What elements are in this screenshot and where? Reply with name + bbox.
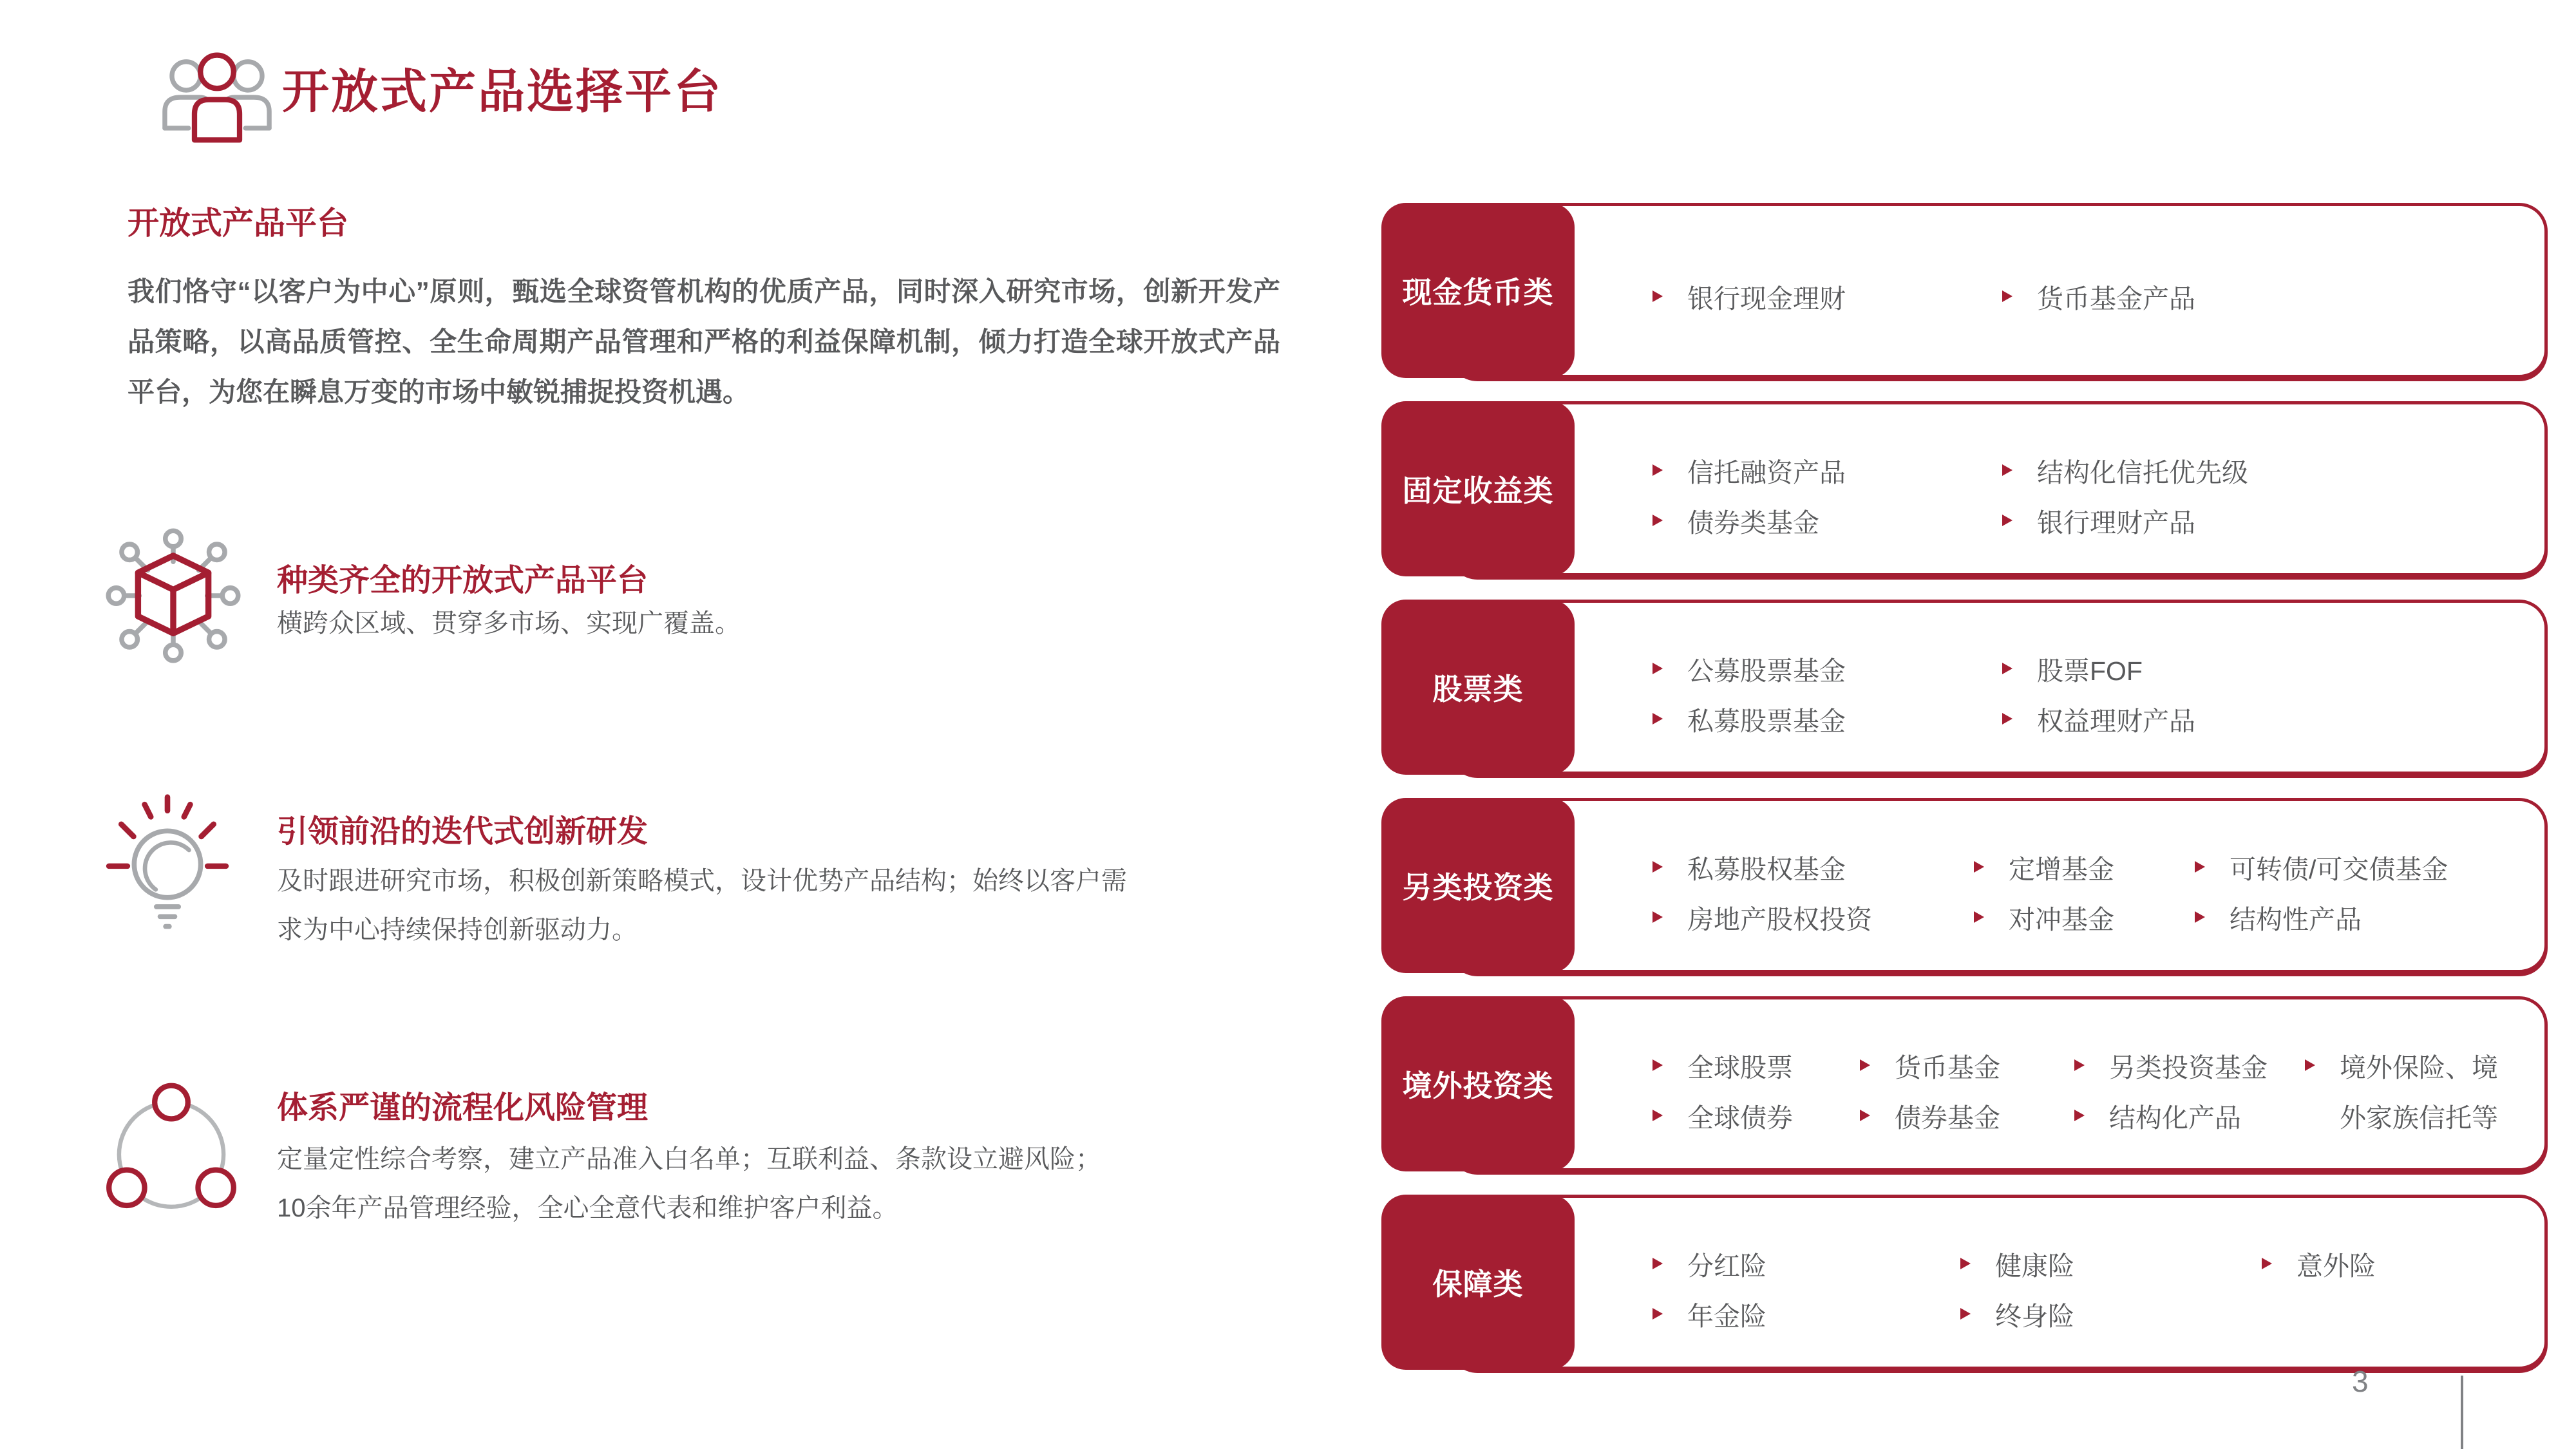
product-item [1974,902,2114,933]
category-label: 另类投资类 [1381,798,1575,973]
feature-title-product-range: 种类齐全的开放式产品平台 [277,564,649,598]
feature-title-innovation: 引领前沿的迭代式创新研发 [277,815,649,849]
item-column [1974,851,2114,933]
category-label: 境外投资类 [1381,996,1575,1171]
product-item-label: 股票FOF [2037,656,2143,686]
product-item [2002,455,2248,486]
product-item-label: 私募股权基金 [1687,854,1846,884]
category-label: 现金货币类 [1381,203,1575,378]
triangle-bullet-icon [2074,1110,2085,1121]
product-item [1653,1100,1793,1131]
product-item [1960,1248,2074,1279]
product-item [2002,653,2195,684]
triangle-bullet-icon [1653,1258,1663,1269]
product-item [1653,1248,1766,1279]
item-column [1653,281,1846,312]
item-column [2305,1050,2498,1131]
product-item [2002,505,2248,536]
product-item [2074,1100,2268,1131]
category-card [1402,798,2548,973]
triangle-bullet-icon [1653,911,1663,923]
triangle-bullet-icon [2074,1059,2085,1071]
product-item-label: 全球股票 [1687,1052,1793,1083]
triangle-bullet-icon [1653,861,1663,873]
feature-title-risk-management: 体系严谨的流程化风险管理 [277,1091,649,1125]
product-item [2262,1248,2376,1279]
item-column [1960,1248,2074,1329]
triangle-bullet-icon [2002,713,2012,724]
product-item-label: 分红险 [1687,1251,1766,1281]
item-column [1653,455,1846,536]
product-item-label: 全球债券 [1687,1103,1793,1133]
item-column [2074,1050,2268,1131]
intro-heading: 开放式产品平台 [128,206,349,241]
category-items [1452,603,2544,772]
category-card [1402,996,2548,1171]
triangle-bullet-icon [1653,1110,1663,1121]
product-item [2074,1050,2268,1081]
triangle-bullet-icon [2305,1059,2315,1071]
triangle-bullet-icon [1653,290,1663,302]
product-item-label: 结构化信托优先级 [2037,457,2248,488]
category-items [1452,1198,2544,1367]
category-items [1452,801,2544,970]
triangle-bullet-icon [1653,713,1663,724]
category-items [1452,404,2544,573]
product-item [1653,1050,1793,1081]
product-item [1860,1100,2000,1131]
product-item [1653,902,1872,933]
item-column [2195,851,2448,933]
item-column [2002,281,2195,312]
triangle-bullet-icon [2195,911,2205,923]
product-item-label: 健康险 [1995,1251,2074,1281]
product-item [2002,703,2195,734]
product-item-label: 房地产股权投资 [1687,904,1872,934]
category-card [1432,1195,2548,1370]
product-item-label: 债券类基金 [1687,507,1819,538]
triangle-bullet-icon [2002,464,2012,476]
triangle-bullet-icon [1960,1258,1971,1269]
item-column [1653,1248,1766,1329]
item-column [2262,1248,2376,1279]
product-item [1974,851,2114,882]
page-title: 开放式产品选择平台 [282,66,723,118]
product-item-label: 信托融资产品 [1687,457,1846,488]
product-item [2305,1100,2498,1131]
category-label: 股票类 [1381,600,1575,775]
feature-body-product-range: 横跨众区域、贯穿多市场、实现广覆盖。 [277,609,741,638]
triangle-bullet-icon [2002,290,2012,302]
product-item-label: 结构性产品 [2230,904,2362,934]
product-item [2305,1050,2498,1081]
triangle-bullet-icon [1974,861,1984,873]
product-item [1653,505,1846,536]
item-column [1860,1050,2000,1131]
product-item-label: 货币基金 [1895,1052,2000,1083]
feature-body-innovation: 及时跟进研究市场，积极创新策略模式，设计优势产品结构；始终以客户需求为中心持续保持创新驱动力。 [277,867,1127,944]
product-item-label: 结构化产品 [2109,1103,2241,1133]
product-item [2195,902,2448,933]
triangle-bullet-icon [1860,1110,1870,1121]
product-item-label: 银行理财产品 [2037,507,2195,538]
triangle-bullet-icon [1653,1308,1663,1320]
product-item-label: 公募股票基金 [1687,656,1846,686]
footer-divider-line [2461,1376,2463,1449]
category-card [1432,600,2548,775]
product-item-label: 另类投资基金 [2109,1052,2268,1083]
item-column [1653,1050,1793,1131]
product-item [1653,851,1872,882]
product-item-label: 银行现金理财 [1687,283,1846,314]
product-item-label: 债券基金 [1895,1103,2000,1133]
category-items [1452,999,2544,1168]
triangle-bullet-icon [2002,663,2012,674]
product-item-label: 意外险 [2297,1251,2376,1281]
category-label: 保障类 [1381,1195,1575,1370]
product-item [1653,653,1846,684]
category-items [1452,206,2544,375]
triangle-bullet-icon [1960,1308,1971,1320]
category-card [1402,203,2548,378]
product-item [1653,281,1846,312]
item-column [1653,851,1872,933]
triangle-bullet-icon [2262,1258,2272,1269]
triangle-bullet-icon [1653,515,1663,526]
intro-paragraph: 我们恪守“以客户为中心”原则，甄选全球资管机构的优质产品，同时深入研究市场，创新开发产品策略，以高品质管控、全生命周期产品管理和严格的利益保障机制，倾力打造全球开放式产品平台，为您在瞬息万变的市场中敏锐捕捉投资机遇。 [128,276,1280,407]
triangle-bullet-icon [2195,861,2205,873]
product-item-label: 可转债/可交债基金 [2230,854,2448,884]
product-item-label: 私募股票基金 [1687,706,1846,736]
product-item-label: 对冲基金 [2009,904,2114,934]
product-item-label: 终身险 [1995,1301,2074,1331]
product-item [1860,1050,2000,1081]
triangle-bullet-icon [1653,464,1663,476]
product-item-label: 外家族信托等 [2340,1103,2498,1133]
product-item [2195,851,2448,882]
feature-body-risk-management: 定量定性综合考察，建立产品准入白名单；互联利益、条款设立避风险；10余年产品管理经验，全心全意代表和维护客户利益。 [277,1145,1101,1222]
product-item-label: 权益理财产品 [2037,706,2195,736]
category-label: 固定收益类 [1381,401,1575,576]
page-number: 3 [2352,1365,2369,1398]
product-item-label: 年金险 [1687,1301,1766,1331]
item-column [2002,653,2195,734]
product-item-label: 货币基金产品 [2037,283,2195,314]
category-card [1402,401,2548,576]
product-item [2002,281,2195,312]
triangle-bullet-icon [1653,1059,1663,1071]
product-item-label: 境外保险、境 [2340,1052,2498,1083]
item-column [2002,455,2248,536]
product-item [1653,455,1846,486]
item-column [1653,653,1846,734]
triangle-bullet-icon [2002,515,2012,526]
triangle-bullet-icon [1974,911,1984,923]
product-item-label: 定增基金 [2009,854,2114,884]
triangle-bullet-icon [1860,1059,1870,1071]
triangle-bullet-icon [1653,663,1663,674]
product-item [1653,1298,1766,1329]
product-item [1653,703,1846,734]
product-item [1960,1298,2074,1329]
